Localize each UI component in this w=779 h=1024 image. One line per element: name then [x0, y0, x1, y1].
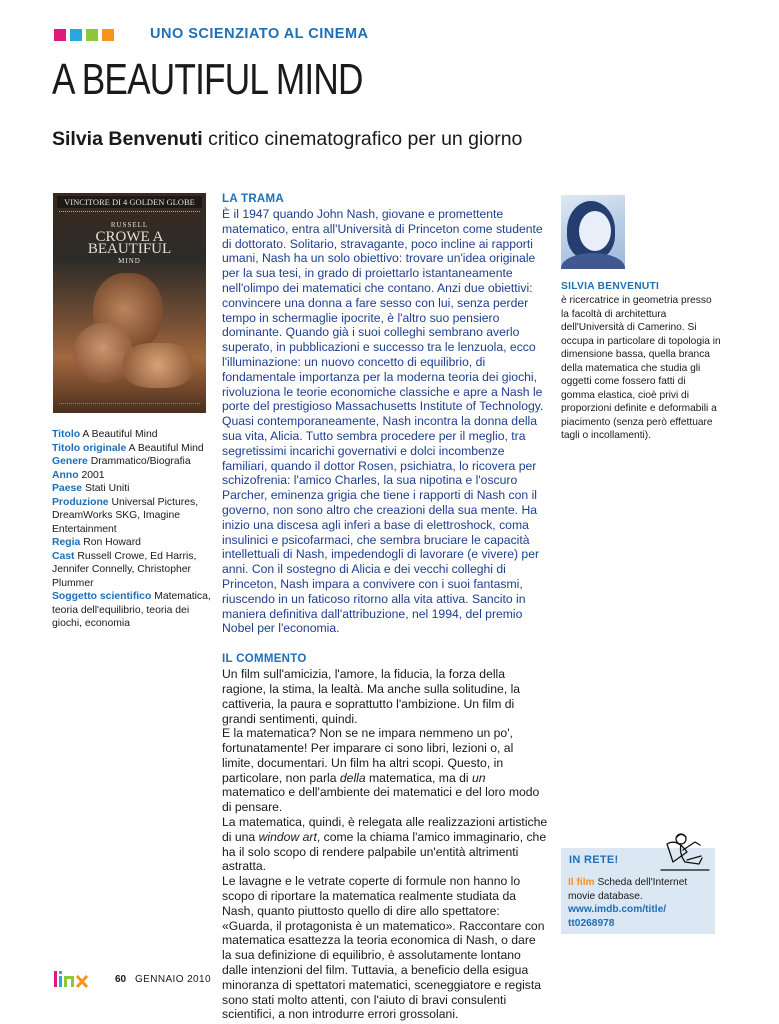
author-name: SILVIA BENVENUTI [561, 281, 660, 292]
fact-value: A Beautiful Mind [128, 442, 204, 454]
poster-bottom-credits [59, 403, 200, 407]
fact-key: Paese [52, 483, 83, 494]
author-bio: è ricercatrice in geometria presso la facoltà di architettura dell'Università di Camerino. Si occupa in particolare di topologia in dimensione bassa, quella branca della matematica che studia gli oggetti come fossero fatti di gomma elastica, cioè privi di proporzioni definite e deformabili a piacimento (senza però effettuare tagli o incollamenti). [561, 295, 721, 441]
poster-credits [59, 211, 200, 214]
fact-row [52, 455, 216, 469]
fact-key: Soggetto scientifico [52, 591, 152, 602]
fact-value: Matematica, teoria dell'equilibrio, teoria dei giochi, economia [52, 591, 211, 629]
in-rete-body [568, 876, 710, 930]
byline [52, 128, 522, 151]
trama-text: È il 1947 quando John Nash, giovane e promettente matematico, entra all'Università di Princeton come studente di dottorato. Solitario, stravagante, poco incline ai rapporti umani, Nash ha un solo obiettivo: trovare un'idea originale per la sua tesi, in grado di proiettarlo istantaneamente nell'olimpo dei matematici che contano. Anzi due obiettivi: convincere una donna a fare sesso con lui, senza perder tempo in schermaglie ipocrite, è l'altro suo pensiero dominante. Quando già i suoi colleghi sembrano averlo superato, in pubblicazioni e successo tra le lenzuola, ecco l'illuminazione: un nuovo concetto di equilibrio, di fondamentale importanza per la moderna teoria dei giochi, rivoluziona le teorie economiche classiche e apre a Nash le porte del prestigioso Massachusetts Institute of Technology. Quasi contemporaneamente, Nash incontra la donna della sua vita, Alicia. Tutto sembra procedere per il meglio, tra segretissimi incarichi governativi e dolci incombenze familiari, quando il dottor Rosen, psichiatra, lo ricovera per schizofrenia: l'amico Charles, la sua nipotina e l'oscuro Parcher, eminenza grigia che tiene i rapporti di Nash con il governo, non sono altro che creazioni della sua mente. Ha inizio una discesa agli inferi a base di elettroshock, coma insulinici e psicofarmaci, che sembra bruciare le capacità intellettuali di Nash, impedendogli di lavorare (e vivere) per anni. Con il sostegno di Alicia e dei vecchi colleghi di Princeton, Nash impara a convivere con i suoi fantasmi, riuscendo in un faticoso ritorno alla vita attiva. Sancito in maniera definitiva dall'attribuzione, nel 1994, del premio Nobel per l'economia. [222, 207, 544, 636]
author-photo [561, 195, 625, 269]
poster-line4: MIND [118, 257, 141, 265]
commento-p1: Un film sull'amicizia, l'amore, la fiducia, la forza della ragione, la stima, la lealtà. Ma anche sulla solitudine, la cattiveria, la paura e soprattutto l'ambizione. Un film di grandi sentimenti, quindi. [222, 667, 521, 726]
film-facts [52, 428, 216, 631]
fact-key: Produzione [52, 496, 109, 508]
square-cyan [70, 29, 82, 41]
poster-line1: RUSSELL [110, 221, 149, 229]
fact-value: Stati Uniti [84, 483, 130, 494]
square-orange [102, 29, 114, 41]
commento-p4: Le lavagne e le vetrate coperte di formule non hanno lo scopo di riportare la matematica realmente studiata da Nash, quanto piuttosto quello di dire allo spettatore: «Guarda, il protagonista è un matematico». Raccontare con matematica esattezza la teoria economica di Nash, o dare la sua definizione di equilibrio, è assolutamente lontano dalle intenzioni del film. Tuttavia, a beneficio della esigua minoranza di spettatori matematici, sceneggiatore e regista sono stati molto attenti, con l'aiuto di bravi consulenti scientifici, a non introdurre errori grossolani. [222, 874, 545, 1022]
fact-row [52, 550, 216, 591]
commento-p3-em: window art [258, 829, 317, 844]
fact-row [52, 482, 216, 496]
fact-value: 2001 [81, 469, 105, 481]
fact-row [52, 428, 216, 442]
commento-p3 [222, 815, 548, 874]
linx-logo-icon [53, 967, 93, 989]
in-rete-label: Il film [568, 877, 595, 888]
poster-line2: CROWE A [95, 229, 164, 245]
commento-p3-end: , come la chiama l'amico immaginario, che ha il solo scopo di rendere palpabile un'entità altrimenti astratta. [222, 829, 547, 874]
fact-key: Titolo [52, 429, 81, 440]
fact-row [52, 442, 216, 456]
reader-illustration-icon [657, 830, 713, 874]
trama-heading: LA TRAMA [222, 193, 285, 205]
section-label: UNO SCIENZIATO AL CINEMA [150, 26, 369, 42]
commento-p2-end: matematico e dell'ambiente dei matematici e del loro modo di pensare. [222, 785, 540, 815]
fact-key: Regia [52, 537, 81, 548]
commento-heading: IL COMMENTO [222, 653, 307, 666]
imdb-link-line1: www.imdb.com/title/ [568, 904, 667, 915]
poster-banner: VINCITORE DI 4 GOLDEN GLOBE [57, 196, 202, 208]
square-green [86, 29, 98, 41]
poster-hand [123, 343, 193, 388]
imdb-link-line2: tt0268978 [568, 917, 615, 929]
fact-value: A Beautiful Mind [82, 429, 158, 440]
main-column [222, 192, 548, 1022]
commento-p2-em2: un [472, 770, 486, 785]
fact-row [52, 590, 216, 631]
commento-p2 [222, 726, 548, 815]
commento-p2-start: E la matematica? Non se ne impara nemmeno un po', fortunatamente! Per imparare ci sono libri, lezioni o, al limite, documentari. Un film ha altri scopi. Questo, in particolare, non parla [222, 726, 514, 785]
square-magenta [54, 29, 66, 41]
fact-key: Genere [52, 456, 88, 467]
issue-date: GENNAIO 2010 [135, 974, 211, 985]
fact-row [52, 469, 216, 483]
movie-poster [53, 193, 206, 413]
fact-value: Ron Howard [83, 537, 141, 548]
fact-key: Titolo originale [52, 442, 127, 454]
fact-value: Universal Pictures, DreamWorks SKG, Imagine Entertainment [52, 496, 199, 535]
poster-title [53, 219, 206, 267]
fact-value: Drammatico/Biografia [90, 456, 191, 467]
commento-p2-em1: della [339, 770, 366, 785]
poster-line3: BEAUTIFUL [87, 241, 172, 257]
commento-p3-start: La matematica, quindi, è relegata alle realizzazioni artistiche di una [222, 815, 548, 844]
page-title: A BEAUTIFUL MIND [52, 55, 363, 104]
in-rete-title: IN RETE! [569, 854, 619, 866]
avatar-face [579, 211, 611, 251]
fact-row [52, 496, 216, 537]
fact-key: Cast [52, 550, 75, 562]
fact-key: Anno [52, 469, 79, 481]
commento-section [222, 652, 548, 1022]
fact-value: Russell Crowe, Ed Harris, Jennifer Connelly, Christopher Plummer [52, 550, 197, 589]
avatar-shoulder [561, 253, 625, 269]
fact-row [52, 536, 216, 550]
trama-section [222, 192, 548, 636]
in-rete-desc: Scheda dell'Internet movie database. [568, 877, 688, 902]
commento-p2-mid: matematica, ma di [369, 770, 469, 785]
byline-author: Silvia Benvenuti [52, 128, 203, 150]
imdb-link[interactable] [568, 903, 710, 930]
page-number: 60 [115, 974, 127, 985]
color-squares [54, 29, 114, 41]
byline-role: critico cinematografico per un giorno [208, 128, 523, 150]
